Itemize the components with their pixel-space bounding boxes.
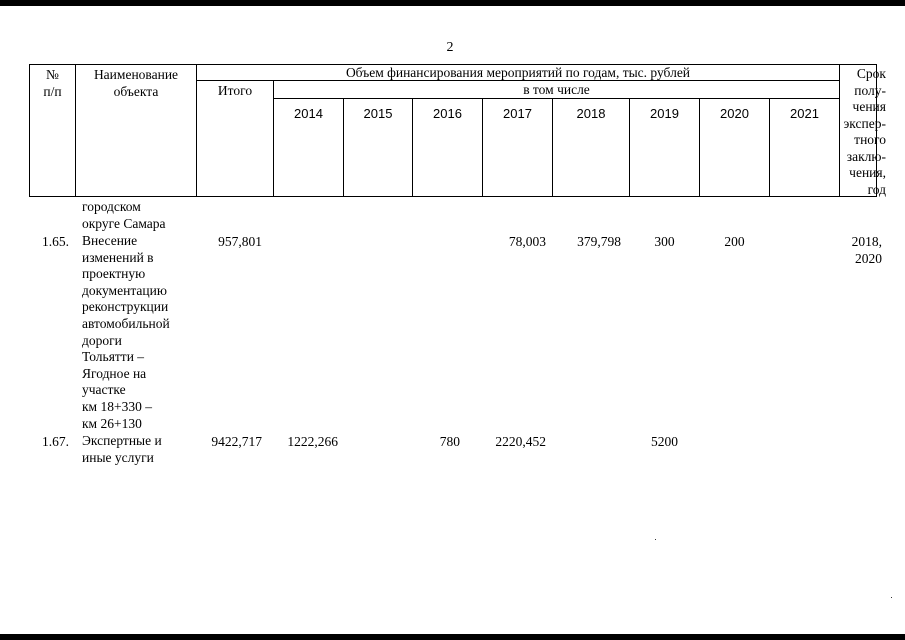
header-year-2015: 2015 [363,106,393,121]
header-total: Итого [217,83,253,98]
header-year-2020: 2020 [720,106,749,121]
total-value: 9422,717 [211,434,262,449]
value-2016: 780 [439,434,460,449]
value-2014: 1222,266 [287,434,338,449]
header-name: Наименование объекта [93,67,179,99]
header-year-2018: 2018 [576,106,606,121]
scan-speck [655,539,656,540]
value-2017: 2220,452 [495,434,546,449]
bottom-border [0,634,905,640]
object-name: Внесение изменений в проектную документацию реконструкции автомобильной дороги Тольятти – Ягодное на участке км 18+330 – км 26+130 [82,233,170,431]
deadline-value: 2018, 2020 [851,234,882,266]
continuation-text: городском округе Самара [82,199,166,231]
row-number: 1.65. [42,234,69,249]
object-name: Экспертные и иные услуги [82,433,162,465]
row-number: 1.67. [42,434,69,449]
value-2018: 379,798 [577,234,621,249]
header-year-2019: 2019 [650,106,679,121]
header-year-2021: 2021 [790,106,819,121]
header-deadline: Срок полу- чения экспер- тного заклю- чения, год [843,66,886,197]
header-financing-group: Объем финансирования мероприятий по годам, тыс. рублей [345,65,691,80]
page-number: 2 [446,40,454,55]
value-2019: 5200 [651,434,678,449]
header-num: № п/п [43,67,62,99]
header-year-2017: 2017 [503,106,532,121]
value-2017: 78,003 [508,234,546,249]
header-subgroup: в том числе [523,82,590,97]
value-2020: 200 [724,234,745,249]
scan-speck [891,597,892,598]
header-year-2014: 2014 [294,106,323,121]
total-value: 957,801 [218,234,262,249]
top-border [0,0,905,6]
header-year-2016: 2016 [433,106,462,121]
value-2019: 300 [654,234,675,249]
